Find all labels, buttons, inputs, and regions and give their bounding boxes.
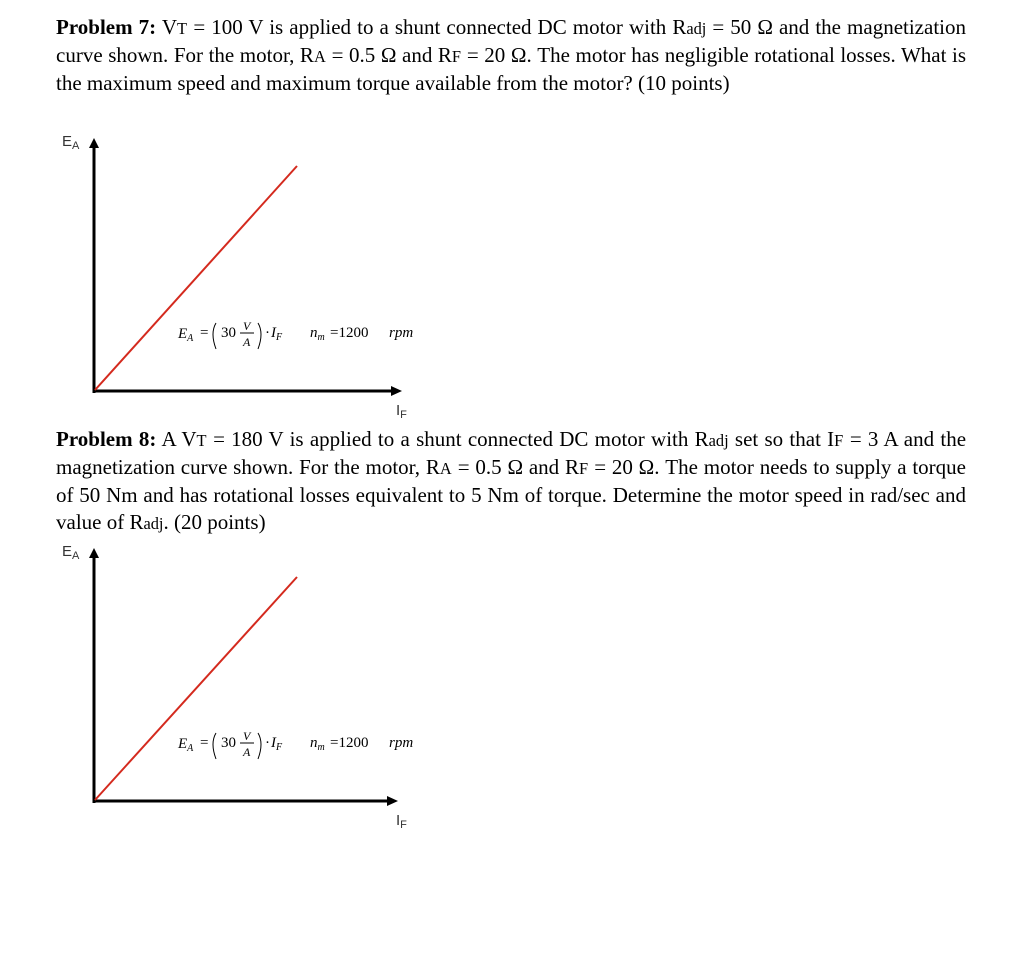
svg-text:·: ·: [265, 735, 270, 751]
svg-text:=1200: =1200: [330, 735, 369, 751]
x-axis-arrow-icon: [391, 386, 402, 396]
svg-text:rpm: rpm: [389, 735, 414, 751]
svg-text:nm: $n_m$: [310, 325, 325, 343]
problem-8-label: Problem 8:: [56, 427, 157, 451]
svg-text:V: V: [243, 319, 251, 333]
svg-text:IF: $I_F$: [271, 325, 283, 343]
svg-text:V: V: [243, 729, 251, 743]
svg-text:·: ·: [265, 325, 270, 341]
svg-text:A: A: [243, 335, 251, 349]
magnetization-curve-graph-2: [0, 535, 460, 835]
problem-8-text: Problem 8: A VT = 180 V is applied to a shunt connected DC motor with Radj set so that IF = 3 A and the magnetization curve shown. For the motor, RA = 0.5 Ω and RF = 20 Ω. The motor needs to supply a torque of 50 Nm and has rotational losses equivalent to 5 Nm of torque. Determine the motor speed in rad/sec and value of Radj. (20 points): [56, 427, 967, 534]
svg-text:30: 30: [221, 325, 236, 341]
curve-equation: [177, 319, 413, 349]
magnetization-curve-line: [95, 166, 297, 390]
x-axis-label: $I_F$: [396, 402, 407, 421]
y-axis-label: $E_A$: [62, 133, 80, 152]
y-axis-label: $E_A$: [62, 543, 80, 562]
y-axis-arrow-icon: [89, 548, 99, 558]
y-axis-arrow-icon: [89, 138, 99, 148]
svg-text:=1200: =1200: [330, 325, 369, 341]
curve-equation: [177, 729, 413, 759]
svg-text:EA: $E_A$: [178, 326, 194, 344]
svg-text:nm: $n_m$: [310, 735, 325, 753]
magnetization-curve-graph-1: [0, 125, 460, 425]
problem-7-label: Problem 7:: [56, 15, 157, 39]
svg-text:=: =: [200, 325, 209, 341]
problem-7-text: Problem 7: VT = 100 V is applied to a shunt connected DC motor with Radj = 50 Ω and the magnetization curve shown. For the motor, RA = 0.5 Ω and RF = 20 Ω. The motor has negligible rotational losses. What is the maximum speed and maximum torque available from the motor? (10 points): [56, 15, 966, 95]
svg-text:=: =: [200, 735, 209, 751]
x-axis-arrow-icon: [387, 796, 398, 806]
svg-text:rpm: rpm: [389, 325, 414, 341]
svg-text:A: A: [243, 745, 251, 759]
svg-text:EA: $E_A$: [178, 736, 194, 754]
magnetization-curve-line: [95, 577, 297, 800]
svg-text:IF: $I_F$: [271, 735, 283, 753]
svg-text:30: 30: [221, 735, 236, 751]
x-axis-label: $I_F$: [396, 812, 407, 831]
